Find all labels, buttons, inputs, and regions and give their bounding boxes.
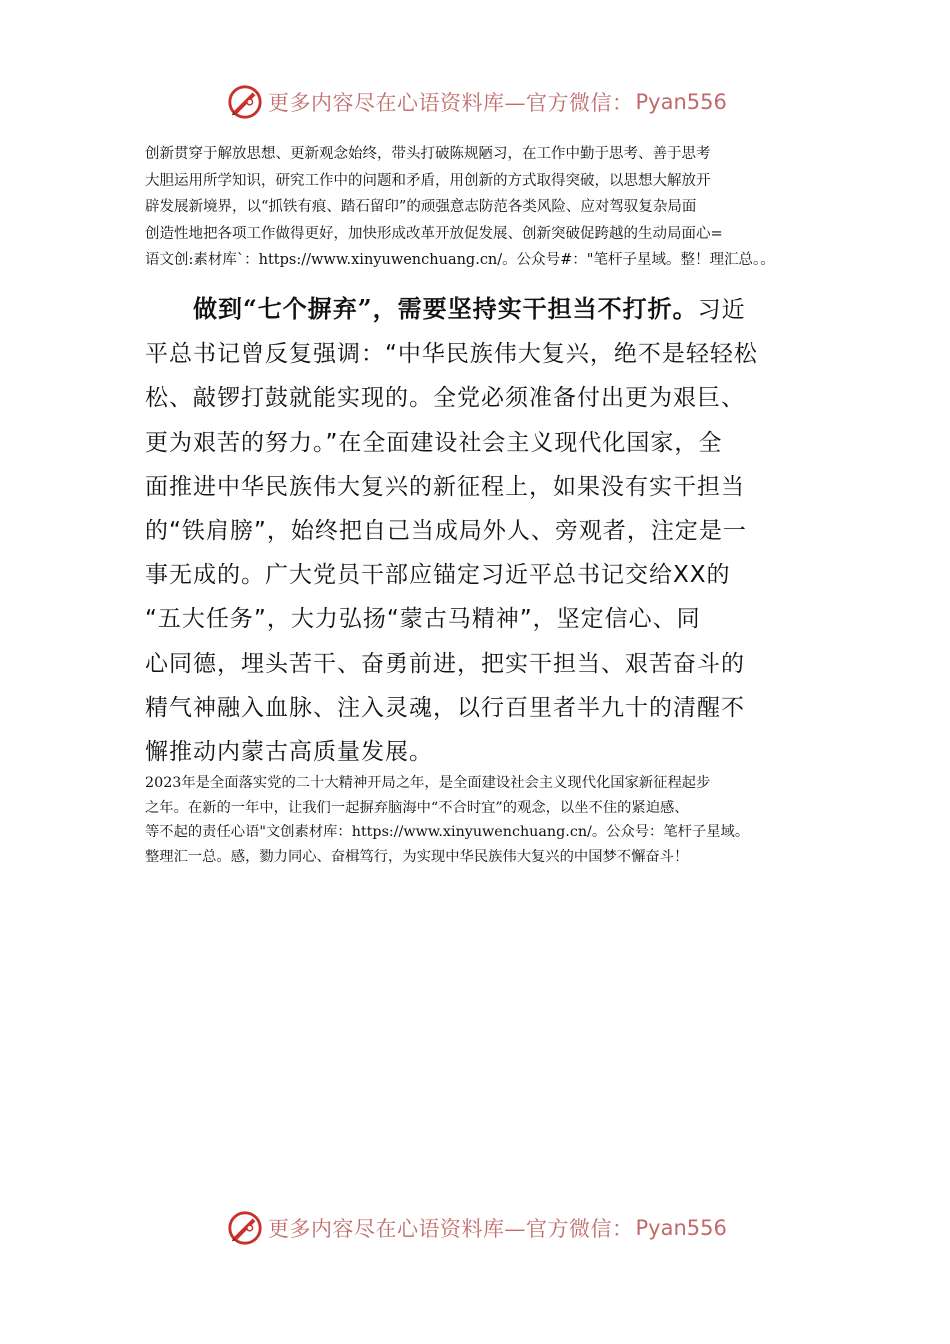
text-line: 松、敲锣打鼓就能实现的。全党必须准备付出更为艰巨、 [145, 385, 745, 412]
text-line: 大胆运用所学知识，研究工作中的问题和矛盾，用创新的方式取得突破，以思想大解放开 [145, 172, 711, 189]
text-line: 2023年是全面落实党的二十大精神开局之年，是全面建设社会主义现代化国家新征程起步 [145, 775, 711, 791]
text-line: 面推进中华民族伟大复兴的新征程上，如果没有实干担当 [145, 473, 745, 500]
text-line: 懈推动内蒙古高质量发展。 [145, 739, 433, 766]
wechat-id: Pyan556 [635, 1216, 727, 1240]
text-line: 整理汇一总。感，勠力同心、奋楫笃行，为实现中华民族伟大复兴的中国梦不懈奋斗！ [145, 848, 689, 865]
text-line: 创造性地把各项工作做得更好，加快形成改革开放促发展、创新突破促跨越的生动局面心= [145, 225, 723, 242]
paragraph-heading: 做到“七个摒弃”，需要坚持实干担当不打折。 [193, 294, 698, 323]
text-line: 更为艰苦的努力。”在全面建设社会主义现代化国家，全 [145, 429, 723, 456]
text-line: 等不起的责任心语"文创素材库：https://www.xinyuwenchuang.cn/。公众号：笔杆子星域。 [145, 824, 750, 840]
text-line: 辟发展新境界，以“抓铁有痕、踏石留印”的顽强意志防范各类风险、应对驾驭复杂局面 [145, 199, 697, 215]
pen-logo-icon [226, 83, 264, 121]
text-line [145, 287, 815, 332]
text-line: 精气神融入血脉、注入灵魂，以行百里者半九十的清醒不 [145, 694, 745, 721]
text-fragment: 习近 [697, 297, 746, 323]
pen-logo-icon [226, 1209, 264, 1247]
wechat-id: Pyan556 [635, 90, 727, 114]
text-line: 之年。在新的一年中，让我们一起摒弃脑海中“不合时宜”的观念，以坐不住的紧迫感、 [145, 799, 689, 816]
text-line: 平总书记曾反复强调：“中华民族伟大复兴，绝不是轻轻松 [145, 341, 758, 368]
text-line: 的“铁肩膀”，始终把自己当成局外人、旁观者，注定是一 [145, 518, 747, 545]
text-line: 事无成的。广大党员干部应锚定习近平总书记交给XX的 [145, 562, 731, 589]
text-line: 创新贯穿于解放思想、更新观念始终，带头打破陈规陋习，在工作中勤于思考、善于思考 [145, 146, 711, 162]
paragraph-main [145, 287, 815, 774]
header-banner [226, 80, 746, 124]
footer-banner [226, 1206, 746, 1250]
text-line: 心同德，埋头苦干、奋勇前进，把实干担当、艰苦奋斗的 [145, 650, 745, 677]
paragraph-top [145, 141, 811, 274]
banner-text: 更多内容尽在心语资料库—官方微信： [268, 91, 634, 115]
banner-text: 更多内容尽在心语资料库—官方微信： [268, 1217, 634, 1241]
paragraph-bottom [145, 771, 811, 869]
text-line: “五大任务”，大力弘扬“蒙古马精神”，坚定信心、同 [145, 606, 701, 633]
text-line: 语文创:素材库`：https://www.xinyuwenchuang.cn/。公众号#："笔杆子星域。整！理汇总。。 [145, 252, 775, 268]
